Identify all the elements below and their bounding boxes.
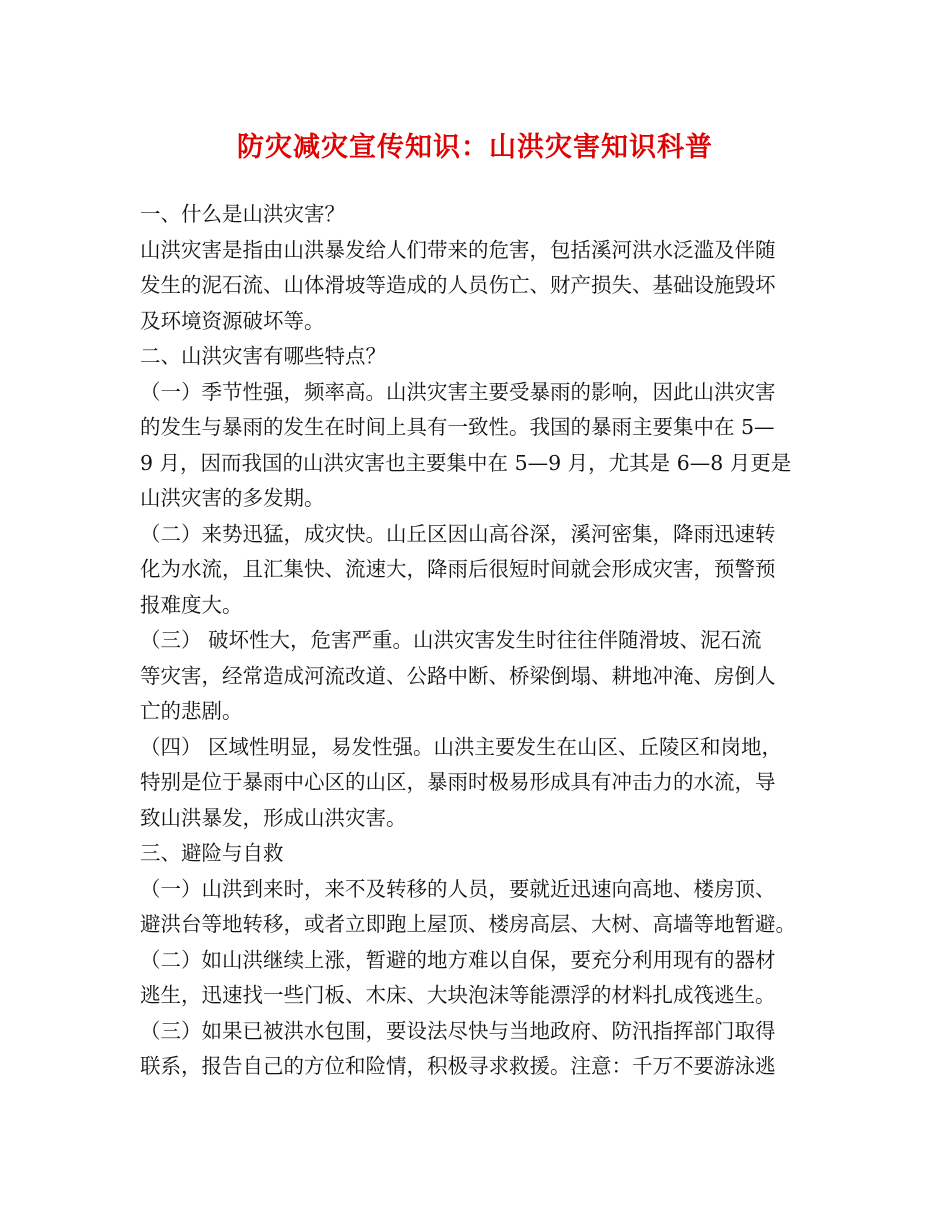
document-body	[140, 197, 830, 1085]
paragraph-line: 避洪台等地转移，或者立即跑上屋顶、楼房高层、大树、高墙等地暂避。	[140, 912, 796, 936]
paragraph-line: 报难度大。	[140, 592, 243, 617]
paragraph-line: （一）季节性强，频率高。山洪灾害主要受暴雨的影响，因此山洪灾害	[140, 379, 776, 404]
paragraph-line: 致山洪暴发，形成山洪灾害。	[140, 805, 407, 830]
paragraph-line: （二）来势迅猛，成灾快。山丘区因山高谷深，溪河密集，降雨迅速转	[140, 521, 776, 546]
paragraph-line: 逃生，迅速找一些门板、木床、大块泡沫等能漂浮的材料扎成筏逃生。	[140, 983, 776, 1007]
document-title: 防灾减灾宣传知识：山洪灾害知识科普	[237, 132, 713, 163]
paragraph-line: 特别是位于暴雨中心区的山区，暴雨时极易形成具有冲击力的水流，导	[140, 770, 776, 794]
section-heading: 一、什么是山洪灾害？	[140, 202, 345, 226]
paragraph-line: （二）如山洪继续上涨，暂避的地方难以自保，要充分利用现有的器材	[140, 947, 776, 972]
paragraph-line: 山洪灾害的多发期。	[140, 486, 325, 510]
paragraph-line: 联系，报告自己的方位和险情，积极寻求救援。注意：千万不要游泳逃	[140, 1054, 776, 1078]
paragraph-line: （四） 区域性明显，易发性强。山洪主要发生在山区、丘陵区和岗地，	[140, 734, 783, 759]
section-heading: 二、山洪灾害有哪些特点？	[140, 344, 386, 368]
paragraph-line: 亡的悲剧。	[140, 699, 243, 723]
paragraph-line: 山洪灾害是指由山洪暴发给人们带来的危害，包括溪河洪水泛滥及伴随	[140, 237, 776, 262]
paragraph-line: （三）如果已被洪水包围，要设法尽快与当地政府、防汛指挥部门取得	[140, 1018, 776, 1043]
paragraph-line: （一）山洪到来时，来不及转移的人员，要就近迅速向高地、楼房顶、	[140, 876, 776, 901]
paragraph-line: 9 月，因而我国的山洪灾害也主要集中在 5—9 月，尤其是 6—8 月更是	[140, 450, 792, 475]
paragraph-line: （三） 破坏性大，危害严重。山洪灾害发生时往往伴随滑坡、泥石流	[140, 628, 762, 652]
paragraph-line: 的发生与暴雨的发生在时间上具有一致性。我国的暴雨主要集中在 5—	[140, 415, 775, 439]
paragraph-line: 等灾害，经常造成河流改道、公路中断、桥梁倒塌、耕地冲淹、房倒人	[140, 663, 776, 688]
paragraph-line: 发生的泥石流、山体滑坡等造成的人员伤亡、财产损失、基础设施毁坏	[140, 273, 776, 297]
paragraph-line: 及环境资源破坏等。	[140, 308, 325, 333]
section-heading: 三、避险与自救	[140, 841, 284, 865]
paragraph-line: 化为水流，且汇集快、流速大，降雨后很短时间就会形成灾害，预警预	[140, 557, 776, 581]
